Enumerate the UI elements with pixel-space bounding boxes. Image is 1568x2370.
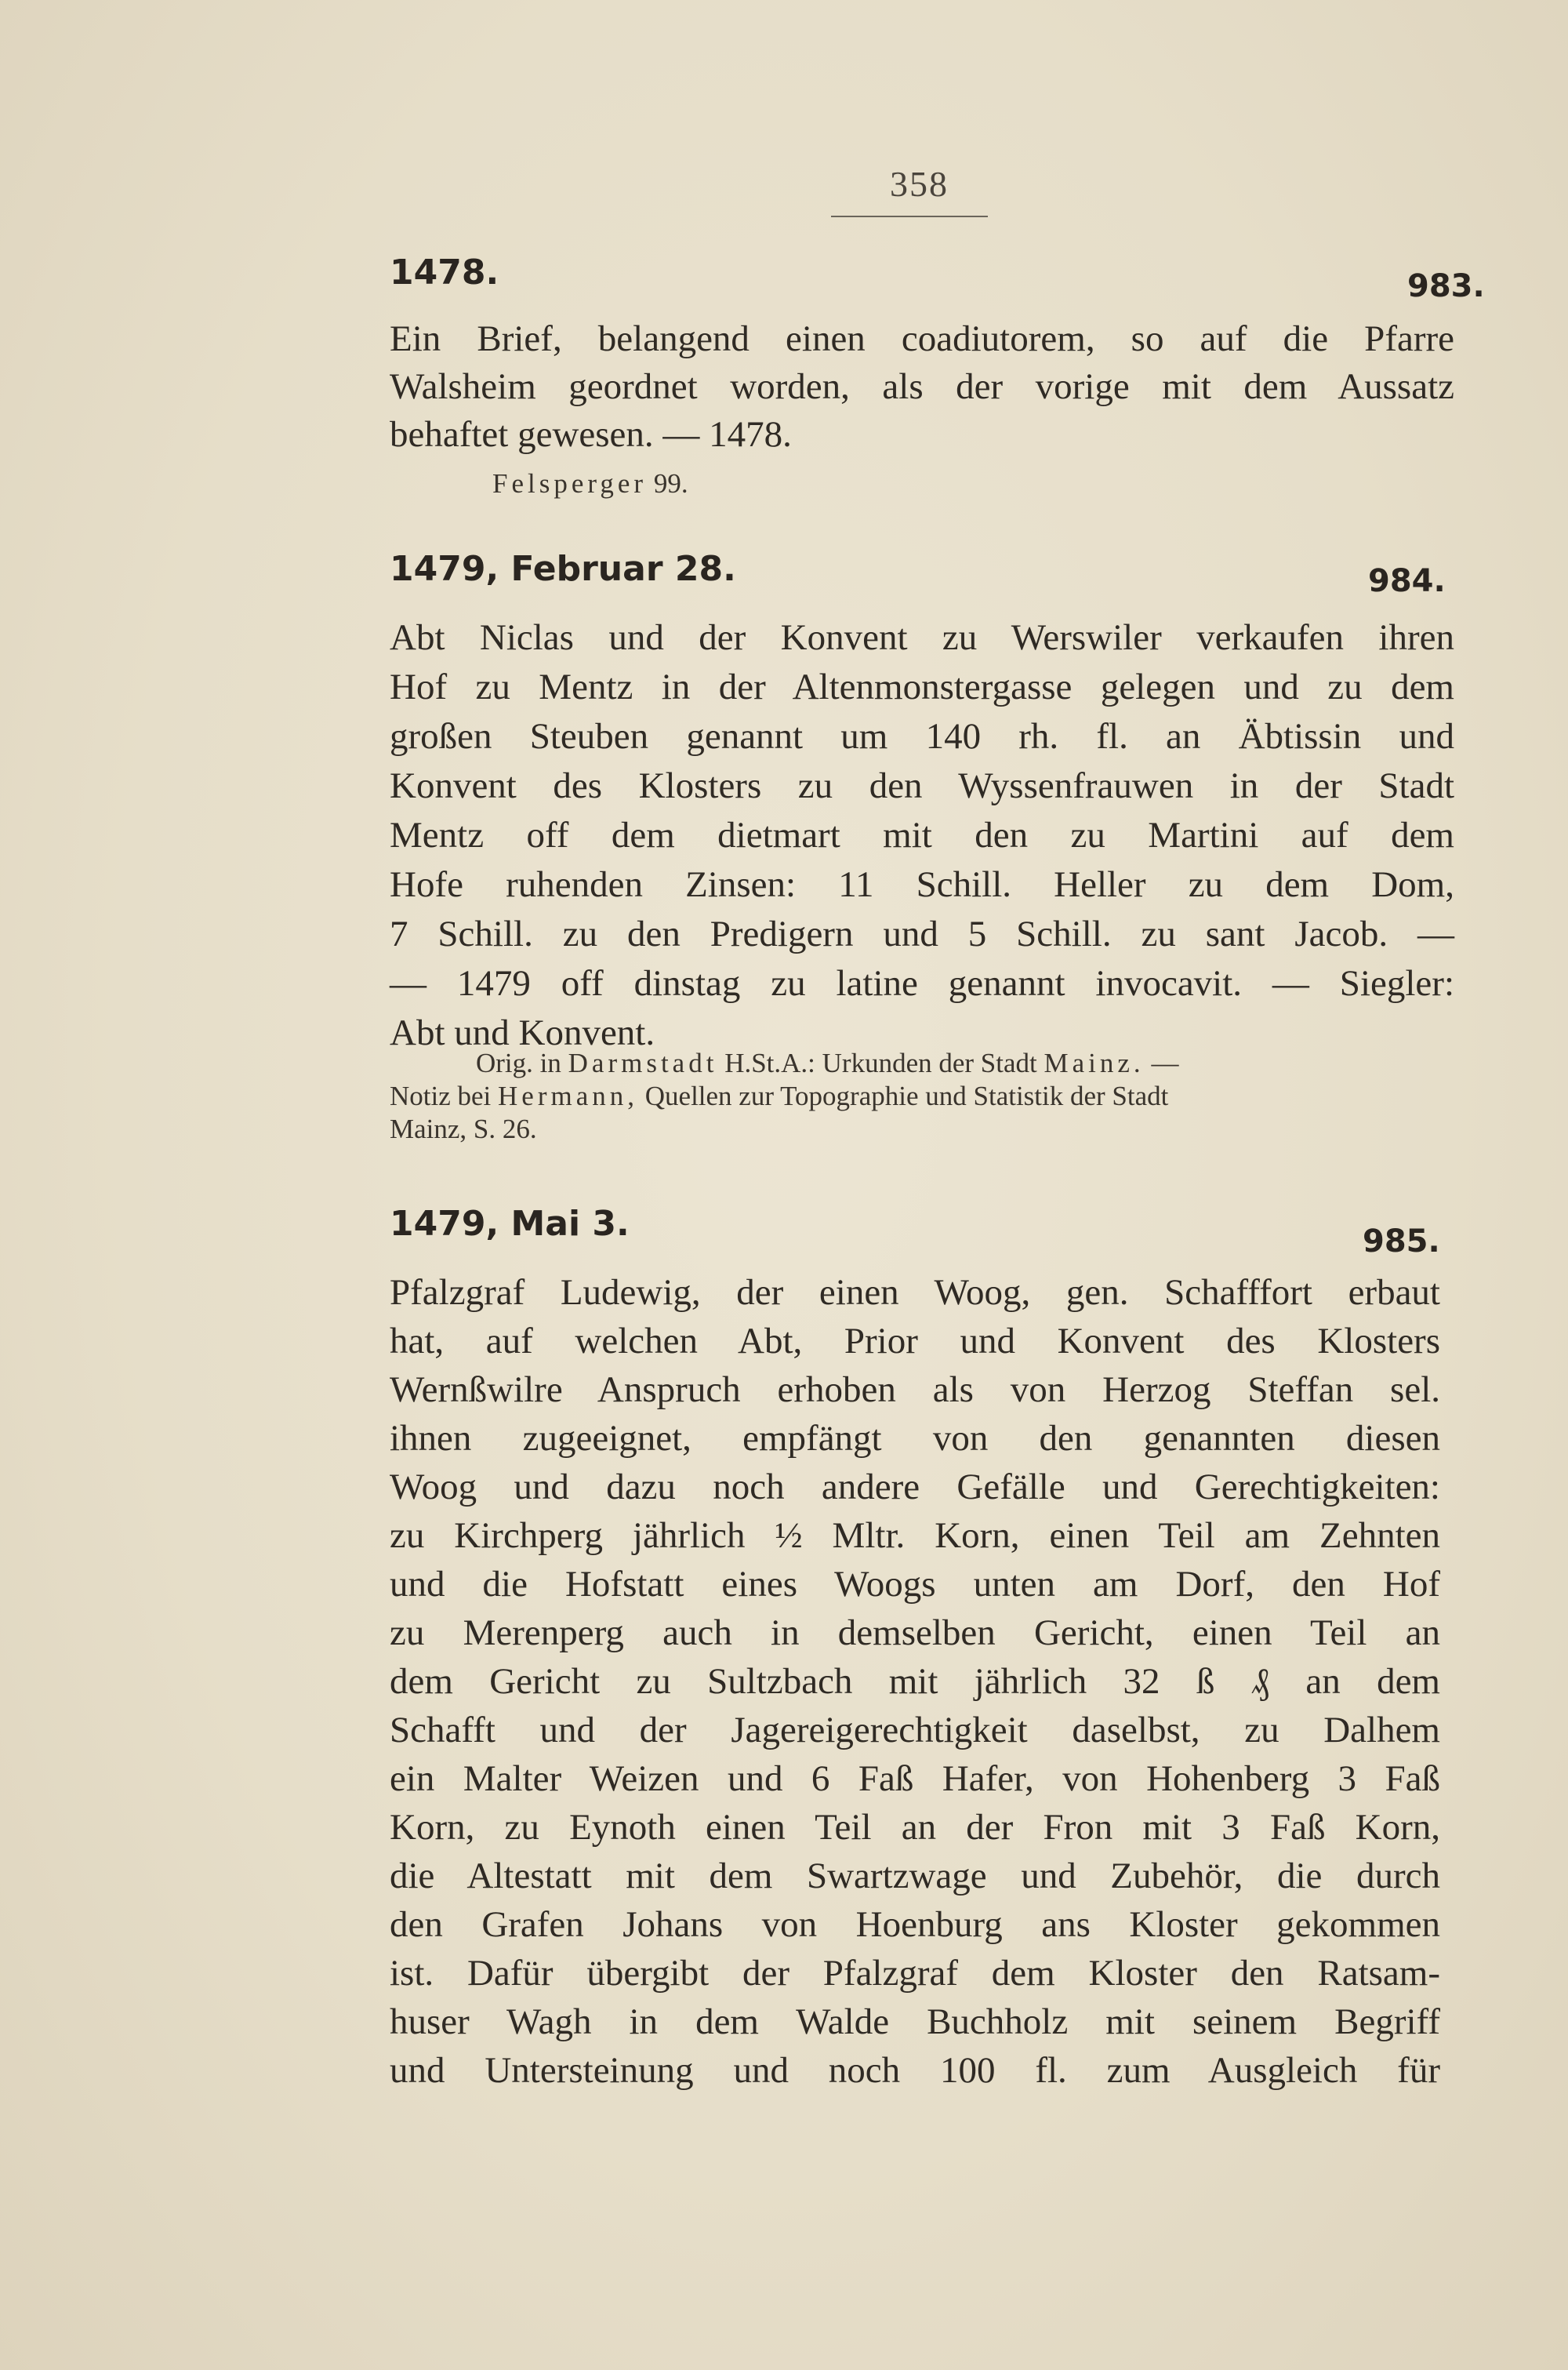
source-line — [390, 1080, 1454, 1113]
entry-number-984: 984. — [1368, 563, 1446, 599]
entry-text-984 — [390, 613, 1454, 1058]
text-line: ein Malter Weizen und 6 Faß Hafer, von Hohenberg 3 Faß — [390, 1758, 1440, 1799]
text-line: und die Hofstatt eines Woogs unten am Dorf, den Hof — [390, 1564, 1440, 1605]
source-line — [390, 1047, 1454, 1080]
source-text: H.St.A.: Urkunden der Stadt — [724, 1048, 1037, 1078]
text-line: Woog und dazu noch andere Gefälle und Gerechtigkeiten: — [390, 1467, 1440, 1507]
page-number: 358 — [890, 164, 949, 204]
source-984 — [390, 1047, 1454, 1146]
source-ref: 99. — [653, 468, 688, 499]
source-text: Notiz bei — [390, 1081, 492, 1111]
text-line: 7 Schill. zu den Predigern und 5 Schill. zu sant Jacob. — — [390, 914, 1454, 954]
text-line: Hofe ruhenden Zinsen: 11 Schill. Heller zu dem Dom, — [390, 864, 1454, 905]
text-line: Ein Brief, belangend einen coadiutorem, so auf die Pfarre — [390, 318, 1454, 359]
text-line: behaftet gewesen. — 1478. — [390, 414, 792, 455]
text-line: huser Wagh in dem Walde Buchholz mit seinem Begriff — [390, 2001, 1440, 2042]
source-text: — — [1151, 1048, 1179, 1078]
source-place: Mainz. — [1044, 1048, 1145, 1078]
source-text: Orig. in — [476, 1048, 561, 1078]
text-line: Mentz off dem dietmart mit den zu Martini auf dem — [390, 815, 1454, 856]
entry-text-983 — [390, 315, 1454, 459]
page-number-rule — [831, 216, 988, 217]
text-line: Konvent des Klosters zu den Wyssenfrauwen in der Stadt — [390, 765, 1454, 806]
text-line: hat, auf welchen Abt, Prior und Konvent des Klosters — [390, 1321, 1440, 1361]
entry-date-985: 1479, Mai 3. — [390, 1204, 630, 1244]
source-place: Darmstadt — [568, 1048, 718, 1078]
entry-text-985 — [390, 1268, 1440, 2095]
text-line: dem Gericht zu Sultzbach mit jährlich 32 ß ₰ an dem — [390, 1661, 1440, 1702]
entry-number-985: 985. — [1363, 1223, 1440, 1260]
text-line: Hof zu Mentz in der Altenmonstergasse gelegen und zu dem — [390, 667, 1454, 707]
text-line: großen Steuben genannt um 140 rh. fl. an Äbtissin und — [390, 716, 1454, 757]
entry-number-983: 983. — [1407, 268, 1485, 304]
text-line: Abt Niclas und der Konvent zu Werswiler verkaufen ihren — [390, 617, 1454, 658]
text-line: den Grafen Johans von Hoenburg ans Kloster gekommen — [390, 1904, 1440, 1945]
text-line: Walsheim geordnet worden, als der vorige mit dem Aussatz — [390, 366, 1454, 407]
text-line: Korn, zu Eynoth einen Teil an der Fron mit 3 Faß Korn, — [390, 1807, 1440, 1848]
text-line: die Altestatt mit dem Swartzwage und Zubehör, die durch — [390, 1856, 1440, 1896]
source-line: Mainz, S. 26. — [390, 1114, 537, 1144]
text-line: zu Merenperg auch in demselben Gericht, einen Teil an — [390, 1612, 1440, 1653]
text-line: und Untersteinung und noch 100 fl. zum Ausgleich für — [390, 2050, 1440, 2091]
text-line: — 1479 off dinstag zu latine genannt invocavit. — Siegler: — [390, 963, 1454, 1004]
text-line: Abt und Konvent. — [390, 1012, 655, 1053]
source-983 — [492, 467, 688, 500]
entry-date-984: 1479, Februar 28. — [390, 549, 736, 589]
entry-date-983: 1478. — [390, 253, 499, 293]
text-line: zu Kirchperg jährlich ½ Mltr. Korn, einen Teil am Zehnten — [390, 1515, 1440, 1556]
source-author: Hermann, — [498, 1081, 639, 1111]
source-text: Quellen zur Topographie und Statistik der Stadt — [644, 1081, 1169, 1111]
text-line: Schafft und der Jagereigerechtigkeit daselbst, zu Dalhem — [390, 1710, 1440, 1750]
text-line: Wernßwilre Anspruch erhoben als von Herzog Steffan sel. — [390, 1369, 1440, 1410]
text-line: ihnen zugeeignet, empfängt von den genannten diesen — [390, 1418, 1440, 1459]
text-line: Pfalzgraf Ludewig, der einen Woog, gen. Schafffort erbaut — [390, 1272, 1440, 1313]
text-line: ist. Dafür übergibt der Pfalzgraf dem Kloster den Ratsam- — [390, 1953, 1440, 1994]
source-author: Felsperger — [492, 468, 648, 499]
